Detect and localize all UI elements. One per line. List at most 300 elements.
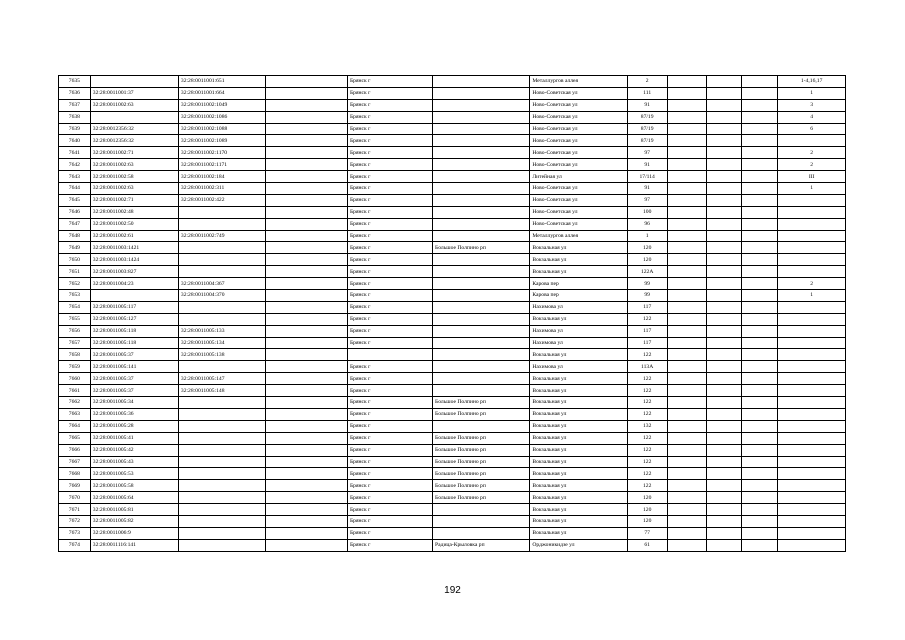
structure-cell	[706, 408, 742, 420]
parcel-cadastral-number-cell: 32:28:0011003:827	[90, 266, 178, 278]
settlement-cell	[433, 373, 530, 385]
parcel-cadastral-number-cell: 32:28:0011002:71	[90, 147, 178, 159]
city-cell: Брянск г	[347, 111, 432, 123]
settlement-cell	[433, 123, 530, 135]
letter-cell	[742, 480, 778, 492]
house-number-cell: 100	[627, 206, 667, 218]
house-number-cell: 17/114	[627, 171, 667, 183]
street-cell: Ново-Советская ул	[530, 218, 627, 230]
row-number-cell: 7641	[59, 147, 91, 159]
house-number-cell: 120	[627, 504, 667, 516]
street-cell: Ново-Советская ул	[530, 194, 627, 206]
settlement-cell: Большое Полпино рп	[433, 242, 530, 254]
row-number-cell: 7669	[59, 480, 91, 492]
table-row	[59, 432, 846, 444]
parcel-cadastral-number-cell: 32:28:0011005:28	[90, 420, 178, 432]
region-cell	[265, 420, 347, 432]
building-cell	[667, 325, 706, 337]
letter-cell	[742, 230, 778, 242]
letter-cell	[742, 539, 778, 551]
parcel-cadastral-number-cell: 32:28:0011005:37	[90, 385, 178, 397]
building-cell	[667, 183, 706, 195]
structure-cell	[706, 444, 742, 456]
row-number-cell: 7657	[59, 337, 91, 349]
city-cell: Брянск г	[347, 397, 432, 409]
table-row	[59, 147, 846, 159]
structure-cell	[706, 171, 742, 183]
row-number-cell: 7653	[59, 290, 91, 302]
parcel-cadastral-number-cell: 32:28:0011002:50	[90, 218, 178, 230]
apartment-cell	[778, 218, 846, 230]
table-row	[59, 420, 846, 432]
table-row	[59, 242, 846, 254]
house-number-cell: 122	[627, 349, 667, 361]
street-cell: Ново-Советская ул	[530, 111, 627, 123]
structure-cell	[706, 230, 742, 242]
object-cadastral-number-cell: 32:28:0011002:1086	[178, 111, 265, 123]
parcel-cadastral-number-cell: 32:28:0011005:34	[90, 397, 178, 409]
object-cadastral-number-cell: 32:28:0011004:367	[178, 278, 265, 290]
city-cell: Брянск г	[347, 99, 432, 111]
parcel-cadastral-number-cell: 32:28:0011005:118	[90, 325, 178, 337]
letter-cell	[742, 527, 778, 539]
structure-cell	[706, 504, 742, 516]
letter-cell	[742, 87, 778, 99]
row-number-cell: 7640	[59, 135, 91, 147]
structure-cell	[706, 325, 742, 337]
structure-cell	[706, 492, 742, 504]
settlement-cell	[433, 87, 530, 99]
structure-cell	[706, 76, 742, 88]
house-number-cell: 122	[627, 480, 667, 492]
letter-cell	[742, 492, 778, 504]
register-table-body	[59, 76, 846, 552]
building-cell	[667, 373, 706, 385]
settlement-cell	[433, 420, 530, 432]
region-cell	[265, 159, 347, 171]
letter-cell	[742, 266, 778, 278]
structure-cell	[706, 361, 742, 373]
letter-cell	[742, 194, 778, 206]
region-cell	[265, 444, 347, 456]
row-number-cell: 7654	[59, 301, 91, 313]
structure-cell	[706, 301, 742, 313]
letter-cell	[742, 147, 778, 159]
object-cadastral-number-cell	[178, 301, 265, 313]
parcel-cadastral-number-cell: 32:28:0011005:141	[90, 361, 178, 373]
apartment-cell	[778, 504, 846, 516]
object-cadastral-number-cell	[178, 266, 265, 278]
structure-cell	[706, 266, 742, 278]
table-row	[59, 111, 846, 123]
structure-cell	[706, 385, 742, 397]
object-cadastral-number-cell: 32:28:0011002:184	[178, 171, 265, 183]
letter-cell	[742, 468, 778, 480]
letter-cell	[742, 349, 778, 361]
settlement-cell	[433, 527, 530, 539]
house-number-cell: 99	[627, 290, 667, 302]
house-number-cell: 117	[627, 301, 667, 313]
house-number-cell: 87/19	[627, 135, 667, 147]
object-cadastral-number-cell	[178, 361, 265, 373]
apartment-cell	[778, 361, 846, 373]
building-cell	[667, 527, 706, 539]
house-number-cell: 122	[627, 456, 667, 468]
object-cadastral-number-cell	[178, 432, 265, 444]
region-cell	[265, 397, 347, 409]
letter-cell	[742, 337, 778, 349]
street-cell: Нахимова ул	[530, 337, 627, 349]
object-cadastral-number-cell	[178, 492, 265, 504]
settlement-cell	[433, 135, 530, 147]
settlement-cell	[433, 349, 530, 361]
city-cell: Брянск г	[347, 206, 432, 218]
building-cell	[667, 218, 706, 230]
apartment-cell: 1-4,16,17	[778, 76, 846, 88]
house-number-cell: 120	[627, 492, 667, 504]
row-number-cell: 7638	[59, 111, 91, 123]
city-cell: Брянск г	[347, 254, 432, 266]
street-cell: Нахимова ул	[530, 361, 627, 373]
street-cell: Орджоникидзе ул	[530, 539, 627, 551]
structure-cell	[706, 254, 742, 266]
letter-cell	[742, 325, 778, 337]
letter-cell	[742, 373, 778, 385]
street-cell: Ново-Советская ул	[530, 123, 627, 135]
parcel-cadastral-number-cell: 32:28:0011002:71	[90, 194, 178, 206]
street-cell: Вокзальная ул	[530, 242, 627, 254]
city-cell: Брянск г	[347, 444, 432, 456]
region-cell	[265, 135, 347, 147]
row-number-cell: 7635	[59, 76, 91, 88]
table-row	[59, 230, 846, 242]
building-cell	[667, 301, 706, 313]
table-row	[59, 206, 846, 218]
building-cell	[667, 349, 706, 361]
parcel-cadastral-number-cell: 32:28:0011002:63	[90, 159, 178, 171]
row-number-cell: 7658	[59, 349, 91, 361]
parcel-cadastral-number-cell: 32:28:0011005:58	[90, 480, 178, 492]
city-cell: Брянск г	[347, 147, 432, 159]
city-cell: Брянск г	[347, 266, 432, 278]
city-cell: Брянск г	[347, 325, 432, 337]
settlement-cell	[433, 301, 530, 313]
city-cell: Брянск г	[347, 539, 432, 551]
city-cell: Брянск г	[347, 385, 432, 397]
table-row	[59, 325, 846, 337]
city-cell: Брянск г	[347, 194, 432, 206]
row-number-cell: 7668	[59, 468, 91, 480]
letter-cell	[742, 361, 778, 373]
settlement-cell: Большое Полпино рп	[433, 468, 530, 480]
structure-cell	[706, 218, 742, 230]
region-cell	[265, 266, 347, 278]
city-cell: Брянск г	[347, 468, 432, 480]
parcel-cadastral-number-cell: 32:28:0011003:1424	[90, 254, 178, 266]
table-row	[59, 183, 846, 195]
apartment-cell: 2	[778, 159, 846, 171]
object-cadastral-number-cell: 32:28:0011005:133	[178, 325, 265, 337]
region-cell	[265, 432, 347, 444]
row-number-cell: 7671	[59, 504, 91, 516]
apartment-cell	[778, 135, 846, 147]
parcel-cadastral-number-cell: 32:28:0011005:53	[90, 468, 178, 480]
city-cell: Брянск г	[347, 432, 432, 444]
parcel-cadastral-number-cell: 32:28:0011005:64	[90, 492, 178, 504]
object-cadastral-number-cell	[178, 408, 265, 420]
street-cell: Ново-Советская ул	[530, 99, 627, 111]
apartment-cell	[778, 313, 846, 325]
table-row	[59, 266, 846, 278]
object-cadastral-number-cell	[178, 456, 265, 468]
settlement-cell: Большое Полпино рп	[433, 456, 530, 468]
parcel-cadastral-number-cell: 32:28:0011001:37	[90, 87, 178, 99]
settlement-cell	[433, 254, 530, 266]
row-number-cell: 7661	[59, 385, 91, 397]
street-cell: Вокзальная ул	[530, 373, 627, 385]
settlement-cell	[433, 206, 530, 218]
street-cell: Ново-Советская ул	[530, 159, 627, 171]
object-cadastral-number-cell	[178, 313, 265, 325]
street-cell: Вокзальная ул	[530, 397, 627, 409]
apartment-cell	[778, 397, 846, 409]
region-cell	[265, 87, 347, 99]
street-cell: Вокзальная ул	[530, 504, 627, 516]
region-cell	[265, 290, 347, 302]
street-cell: Карова пер	[530, 290, 627, 302]
region-cell	[265, 515, 347, 527]
street-cell: Ново-Советская ул	[530, 135, 627, 147]
table-row	[59, 99, 846, 111]
structure-cell	[706, 206, 742, 218]
city-cell: Брянск г	[347, 290, 432, 302]
street-cell: Вокзальная ул	[530, 444, 627, 456]
settlement-cell: Радица-Крыловка рп	[433, 539, 530, 551]
building-cell	[667, 432, 706, 444]
letter-cell	[742, 313, 778, 325]
building-cell	[667, 397, 706, 409]
building-cell	[667, 361, 706, 373]
street-cell: Нахимова ул	[530, 325, 627, 337]
row-number-cell: 7646	[59, 206, 91, 218]
row-number-cell: 7636	[59, 87, 91, 99]
building-cell	[667, 456, 706, 468]
parcel-cadastral-number-cell	[90, 290, 178, 302]
row-number-cell: 7665	[59, 432, 91, 444]
settlement-cell: Большое Полпино рп	[433, 397, 530, 409]
structure-cell	[706, 432, 742, 444]
region-cell	[265, 337, 347, 349]
house-number-cell: 97	[627, 194, 667, 206]
parcel-cadastral-number-cell: 32:28:0011005:42	[90, 444, 178, 456]
object-cadastral-number-cell: 32:28:0011005:138	[178, 349, 265, 361]
house-number-cell: 122	[627, 468, 667, 480]
region-cell	[265, 218, 347, 230]
parcel-cadastral-number-cell: 32:28:0011003:1421	[90, 242, 178, 254]
row-number-cell: 7650	[59, 254, 91, 266]
house-number-cell: 91	[627, 159, 667, 171]
house-number-cell: 96	[627, 218, 667, 230]
street-cell: Вокзальная ул	[530, 420, 627, 432]
building-cell	[667, 408, 706, 420]
parcel-cadastral-number-cell: 32:28:0011005:117	[90, 301, 178, 313]
street-cell: Металлургов аллея	[530, 230, 627, 242]
parcel-cadastral-number-cell: 32:28:0011116:141	[90, 539, 178, 551]
building-cell	[667, 468, 706, 480]
house-number-cell: 113А	[627, 361, 667, 373]
structure-cell	[706, 539, 742, 551]
house-number-cell: 61	[627, 539, 667, 551]
settlement-cell	[433, 325, 530, 337]
row-number-cell: 7648	[59, 230, 91, 242]
region-cell	[265, 325, 347, 337]
apartment-cell	[778, 230, 846, 242]
street-cell: Нахимова ул	[530, 301, 627, 313]
table-row	[59, 504, 846, 516]
region-cell	[265, 408, 347, 420]
street-cell: Вокзальная ул	[530, 432, 627, 444]
city-cell: Брянск г	[347, 171, 432, 183]
apartment-cell	[778, 206, 846, 218]
city-cell: Брянск г	[347, 76, 432, 88]
house-number-cell: 97	[627, 147, 667, 159]
house-number-cell: 91	[627, 99, 667, 111]
structure-cell	[706, 290, 742, 302]
table-row	[59, 171, 846, 183]
object-cadastral-number-cell	[178, 539, 265, 551]
apartment-cell	[778, 492, 846, 504]
object-cadastral-number-cell	[178, 444, 265, 456]
letter-cell	[742, 397, 778, 409]
structure-cell	[706, 373, 742, 385]
region-cell	[265, 111, 347, 123]
parcel-cadastral-number-cell: 32:28:0011005:37	[90, 349, 178, 361]
apartment-cell	[778, 408, 846, 420]
building-cell	[667, 135, 706, 147]
street-cell: Литейная ул	[530, 171, 627, 183]
table-row	[59, 123, 846, 135]
apartment-cell	[778, 337, 846, 349]
parcel-cadastral-number-cell: 32:28:0011005:37	[90, 373, 178, 385]
parcel-cadastral-number-cell: 32:28:0011005:36	[90, 408, 178, 420]
region-cell	[265, 492, 347, 504]
table-row	[59, 539, 846, 551]
street-cell: Вокзальная ул	[530, 313, 627, 325]
building-cell	[667, 515, 706, 527]
settlement-cell	[433, 385, 530, 397]
structure-cell	[706, 480, 742, 492]
structure-cell	[706, 515, 742, 527]
city-cell: Брянск г	[347, 408, 432, 420]
city-cell: Брянск г	[347, 527, 432, 539]
settlement-cell: Большое Полпино рп	[433, 480, 530, 492]
house-number-cell: 122	[627, 397, 667, 409]
row-number-cell: 7673	[59, 527, 91, 539]
building-cell	[667, 337, 706, 349]
house-number-cell: 87/19	[627, 111, 667, 123]
apartment-cell	[778, 266, 846, 278]
city-cell: Брянск г	[347, 420, 432, 432]
parcel-cadastral-number-cell: 32:28:0011006:9	[90, 527, 178, 539]
table-row	[59, 349, 846, 361]
region-cell	[265, 242, 347, 254]
table-row	[59, 468, 846, 480]
table-row	[59, 361, 846, 373]
row-number-cell: 7649	[59, 242, 91, 254]
row-number-cell: 7642	[59, 159, 91, 171]
letter-cell	[742, 456, 778, 468]
structure-cell	[706, 123, 742, 135]
region-cell	[265, 99, 347, 111]
table-row	[59, 135, 846, 147]
region-cell	[265, 278, 347, 290]
house-number-cell: 122А	[627, 266, 667, 278]
table-row	[59, 397, 846, 409]
house-number-cell: 122	[627, 408, 667, 420]
structure-cell	[706, 183, 742, 195]
table-row	[59, 456, 846, 468]
region-cell	[265, 361, 347, 373]
apartment-cell: 4	[778, 111, 846, 123]
apartment-cell	[778, 515, 846, 527]
building-cell	[667, 254, 706, 266]
table-row	[59, 527, 846, 539]
letter-cell	[742, 183, 778, 195]
apartment-cell: 6	[778, 123, 846, 135]
house-number-cell: 99	[627, 278, 667, 290]
structure-cell	[706, 420, 742, 432]
parcel-cadastral-number-cell: 32:28:0011002:63	[90, 99, 178, 111]
settlement-cell	[433, 278, 530, 290]
object-cadastral-number-cell: 32:28:0011004:370	[178, 290, 265, 302]
letter-cell	[742, 206, 778, 218]
apartment-cell	[778, 301, 846, 313]
object-cadastral-number-cell: 32:28:0011002:1171	[178, 159, 265, 171]
object-cadastral-number-cell: 32:28:0011002:1049	[178, 99, 265, 111]
table-row	[59, 76, 846, 88]
region-cell	[265, 206, 347, 218]
parcel-cadastral-number-cell: 32:28:0011002:58	[90, 171, 178, 183]
row-number-cell: 7663	[59, 408, 91, 420]
row-number-cell: 7664	[59, 420, 91, 432]
building-cell	[667, 111, 706, 123]
region-cell	[265, 183, 347, 195]
table-row	[59, 408, 846, 420]
object-cadastral-number-cell: 32:28:0011005:148	[178, 385, 265, 397]
row-number-cell: 7660	[59, 373, 91, 385]
city-cell: Брянск г	[347, 123, 432, 135]
object-cadastral-number-cell	[178, 420, 265, 432]
building-cell	[667, 480, 706, 492]
building-cell	[667, 147, 706, 159]
street-cell: Вокзальная ул	[530, 349, 627, 361]
settlement-cell	[433, 194, 530, 206]
table-row	[59, 444, 846, 456]
region-cell	[265, 480, 347, 492]
settlement-cell	[433, 230, 530, 242]
building-cell	[667, 539, 706, 551]
settlement-cell	[433, 361, 530, 373]
apartment-cell	[778, 468, 846, 480]
letter-cell	[742, 420, 778, 432]
street-cell: Вокзальная ул	[530, 527, 627, 539]
letter-cell	[742, 111, 778, 123]
letter-cell	[742, 99, 778, 111]
building-cell	[667, 171, 706, 183]
object-cadastral-number-cell	[178, 504, 265, 516]
apartment-cell	[778, 325, 846, 337]
table-row	[59, 254, 846, 266]
